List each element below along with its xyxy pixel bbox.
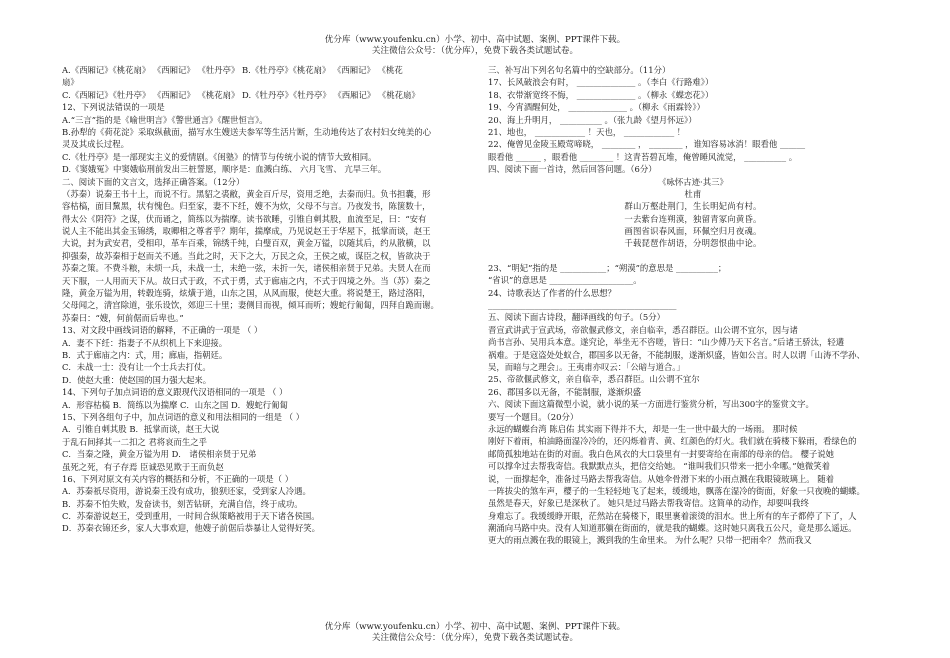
text-line: “省识”的意思是 ____________________。 [488, 275, 642, 286]
spacer [488, 250, 898, 262]
page-header [0, 35, 950, 56]
text-line: 虽然是春天，好象已是深秋了。 她只是过马路去帮我寄信。这简单的动作，却要叫我终 [488, 498, 809, 509]
text-line: 容枯槁，面目黧黑，状有愧色。归至家，妻不下纴，嫂不为炊，父母不与言。乃夜发书，陈箧数十， [62, 201, 431, 212]
text-line: 隆，黄金万镒为用，转毂连骑，炫熿于道，山东之国，从风而服，使赵大重。将说楚王，路过洛阳， [62, 288, 431, 299]
poem-line: 群山万壑赴荆门，生长明妃尚有村。 [624, 201, 762, 212]
text-line: C．苏秦游说赵王，受到重用，一时间合纵策略被用于天下诸各侯国。 [62, 511, 320, 522]
text-line: 眼看他 ______ ，眼看他 ________ ！这青苔碧瓦堆，俺曾睡风流觉， __________ 。 [488, 151, 798, 162]
text-line: 26、郡国多以无备，不能制服，遂渐炽盛 [488, 386, 642, 397]
text-line: 20、海上升明月， __________ 。（张九龄《望月怀远》） [488, 114, 697, 125]
poem-line: 一去紫台连朔漠，独留青冢向黄昏。 [624, 213, 762, 224]
text-line: 邮筒孤独地站在街的对面。我白色风衣的大口袋里有一封要寄给在南部的母亲的信。 樱子说她 [488, 448, 835, 459]
text-line: 要写一个题目。（20分） [488, 411, 579, 422]
text-line: 永远的蝴蝶台湾 陈启佑 其实雨下得并不大，却是一生一世中最大的一场雨。 那时候 [488, 423, 798, 434]
text-line: 大说，封为武安君，受相印，革车百乘，锦绣千纯，白璧百双，黄金万镒，以随其后，约从散横，以 [62, 238, 431, 249]
text-line: 得太公《阴符》之谋，伏而诵之，简练以为揣摩。读书欲睡，引锥自刺其股，血流至足，曰：“安有 [62, 213, 427, 224]
text-line: 虽死之死，有子存焉 臣诚恐见欺于王而负赵 [62, 461, 224, 472]
text-line: 灵及其成长过程。 [62, 139, 129, 150]
text-line: 19、今宵酒醒何处， ______________ 。（柳永《雨霖铃》） [488, 102, 705, 113]
text-line: D.《窦娥冤》中窦娥临刑前发出三桩誓愿，顺序是：血溅白练、 六月飞雪、 亢旱三年。 [62, 164, 387, 175]
poem-line: 画图省识春风面，环佩空归月夜魂。 [624, 226, 762, 237]
text-line: A.《西厢记》《桃花扇》 《西厢记》 《牡丹亭》 B.《牡丹亭》《桃花扇》 《西厢记》 《桃花 [62, 65, 403, 75]
left-column [62, 64, 472, 535]
text-line: D．苏秦衣锦还乡，家人大事欢迎，他嫂子前倨后恭暴让人觉得好笑。 [62, 523, 320, 534]
footer-line-1: 优分库（www.youfenku.cn）小学、初中、高中试题、案例、PPT课件下载。 [324, 622, 626, 632]
text-line: 说人主不能出其金玉锦绣，取卿相之尊者乎？期年，揣摩成，乃见说赵王于华屋下，抵掌而谈，赵王 [62, 226, 431, 237]
text-line: 二、阅读下面的文言文，选择正确答案。（12分） [62, 176, 245, 187]
text-line: A．引锥自刺其股 B．抵掌而谈，赵王大说 [62, 424, 220, 435]
text-line: 于乱石间择其一二扣之 君将哀而生之乎 [62, 436, 208, 447]
text-line: 尚书言孙、吴用兵本意。遂究论，举坐无不咨嗟，皆曰：“山少傅乃天下名言。”后诸王骄汰，轻遘 [488, 337, 845, 348]
text-line: 天下服，一人用而天下从。故曰式于政，不式于勇，式于廊庙之内，不式于四境之外。当（苏）秦之 [62, 275, 431, 286]
text-line: 苏秦之策。不费斗粮，未烦一兵，未战一士，未绝一弦，未折一矢，诸侯相亲贤于兄弟。夫贤人在而 [62, 263, 431, 274]
text-line: 23、“明妃”指的是 ___________；“朔漠”的意思是 __________； [488, 262, 727, 273]
text-line: 22、俺曾见金陵玉殿莺啼晓， ________ ， ________ ，谁知容易冰消！眼看他 ______ [488, 139, 806, 150]
text-line: 吴，而暗与之理会」。王夷甫亦叹云：「公暗与道合。」 [488, 361, 685, 372]
text-line: 25、帝欲偃武修文，亲自临幸，悉召群臣。山公谓不宜尔 [488, 374, 700, 385]
text-line: D．使赵大重：使赵国的国力强大起来。 [62, 374, 212, 385]
text-line: A.“三言”指的是《喻世明言》《警世通言》《醒世恒言》。 [62, 114, 268, 125]
text-line: _____________________________________________ [488, 300, 677, 311]
text-line: A．形容枯槁 B．简练以为揣摩 C．山东之国 D．嫂蛇行匍匐 [62, 399, 288, 410]
text-line: 12、下列说法错误的一项是 [62, 102, 165, 113]
text-line: C.《牡丹亭》是一部现实主义的爱情剧。《闺塾》的情节与传统小说的情节大致相同。 [62, 151, 377, 162]
header-line-1: 优分库（www.youfenku.cn）小学、初中、高中试题、案例、PPT课件下载。 [324, 35, 626, 45]
text-line: C．未战一士：没有让一个士兵去打仗。 [62, 362, 211, 373]
text-line: 祸难。于是寇盗处处蚁合，郡国多以无备，不能制服，遂渐炽盛，皆如公言。时人以谓「山涛不学孙、 [488, 349, 865, 360]
footer-line-2: 关注微信公众号：（优分库），免费下载各类试题试卷。 [371, 632, 579, 643]
text-line: C.《西厢记》《牡丹亭》 《西厢记》 《桃花扇》 D.《牡丹亭》《牡丹亭》 《西厢记》 《桃花扇》 [62, 89, 420, 100]
text-line: 苏秦曰：“嫂，何前倨而后卑也。” [62, 312, 184, 323]
text-line: 24、诗歌表达了作者的什么思想？ [488, 287, 616, 298]
text-line: 父母闻之，清宫除道，张乐设饮，郊迎三十里；妻侧目而视，倾耳而听；嫂蛇行匍匐，四拜自跪而谢。 [62, 300, 439, 311]
text-line: 刚好下着雨，柏油路面湿冷冷的，还闪烁着青、黄、红颜色的灯火。我们就在骑楼下躲雨，看绿色的 [488, 436, 857, 447]
text-line: 15、下列各组句子中，加点词语的意义和用法相同的一组是 （ ） [62, 411, 305, 422]
poem-line: 千载琵琶作胡语，分明怨恨曲中论。 [624, 238, 762, 249]
text-line: 潮涌向马路中央。没有人知道那躺在街面的，就是我的蝴蝶。这时她只离我五公尺，竟是那么遥远。 [488, 523, 857, 534]
text-line: 18、衣带渐宽终不悔， ______________ 。（柳永《蝶恋花》） [488, 89, 714, 100]
header-line-2: 关注微信公众号：（优分库），免费下载各类试题试卷。 [371, 45, 579, 56]
text-line: 晋宣武讲武于宣武场，帝欲偃武修文，亲自临幸，悉召群臣。山公谓不宜尔，因与诸 [488, 324, 798, 335]
text-line: 六、阅读下面这篇微型小说，就小说的某一方面进行鉴赏分析，写出300字的鉴赏文字。 [488, 399, 814, 410]
text-line: 更大的雨点溅在我的眼镜上，溅到我的生命里来。 为什么呢？只带一把雨伞？ 然而我又 [488, 535, 812, 546]
text-line: 一阵拔尖的煞车声，樱子的一生轻轻地飞了起来，缓缓地，飘落在湿冷的街面，好象一只夜晚的蝴蝶。 [488, 485, 865, 496]
text-line: 可以撑伞过去帮我寄信。我默默点头，把信交给她。 “谁叫我们只带来一把小伞哪。”她微笑着 [488, 461, 831, 472]
right-column [488, 64, 898, 547]
text-line: 五、阅读下面古诗段，翻译画线的句子。（5分） [488, 312, 666, 323]
text-line: 17、长风破浪会有时， ______________ 。（李白《行路难》） [488, 77, 714, 88]
text-line: C．当秦之隆，黄金万镒为用 D． 诸侯相亲贤于兄弟 [62, 449, 257, 460]
text-line: （苏秦）说秦王书十上，而说不行。黑貂之裘敝，黄金百斤尽，资用乏绝，去秦而归。负书担囊，形 [62, 188, 431, 199]
text-line: 14、下列句子加点词语的意义跟现代汉语相同的一项是 （ ） [62, 387, 288, 398]
text-line: A．苏秦祇尽资用，游说秦王没有成功，狼狈还家，受到家人冷遇。 [62, 486, 311, 497]
text-line: A．妻不下纴：指妻子不从织机上下来迎接。 [62, 337, 228, 348]
text-line: 21、地也， ____________ ！天也， ____________ ！ [488, 126, 686, 137]
poem-title: 《咏怀古迹·其三》 [658, 176, 728, 187]
text-line: 13、对文段中画线词语的解释，不正确的一项是 （ ） [62, 325, 263, 336]
page-footer [0, 622, 950, 643]
text-line: 扇》 [62, 77, 79, 88]
poem-author: 杜甫 [684, 188, 702, 199]
text-line: 三、补写出下列名句名篇中的空缺部分。（11分） [488, 65, 671, 75]
text-line: B．苏秦不怕失败，发奋读书，刻苦钻研，充满自信，终于成功。 [62, 498, 303, 509]
text-line: 抑强秦，故苏秦相于赵而关不通。当此之时，天下之大，万民之众，王侯之威，谋臣之权，皆欲决于 [62, 250, 431, 261]
text-line: 四、阅读下面一首诗，然后回答问题。（6分） [488, 164, 657, 175]
text-line: 16、下列对原文有关内容的概括和分析，不正确的一项是（ ） [62, 473, 294, 484]
text-line: 身难忘了。我缓缓睁开眼，茫然站在骑楼下，眼里裹着滚烫的泪水。世上所有的车子都停了下了，人 [488, 510, 857, 521]
text-line: B.孙犁的《荷花淀》采取纵截面，描写水生嫂送夫参军等生活片断，生动地传达了农村妇女纯美的心 [62, 126, 431, 137]
text-line: 说，一面撑起伞，准备过马路去帮我寄信。从她伞骨滑下来的小雨点溅在我眼镜玻璃上。 随着 [488, 473, 835, 484]
text-line: B．式于廊庙之内：式，用；廊庙，指朝廷。 [62, 349, 228, 360]
